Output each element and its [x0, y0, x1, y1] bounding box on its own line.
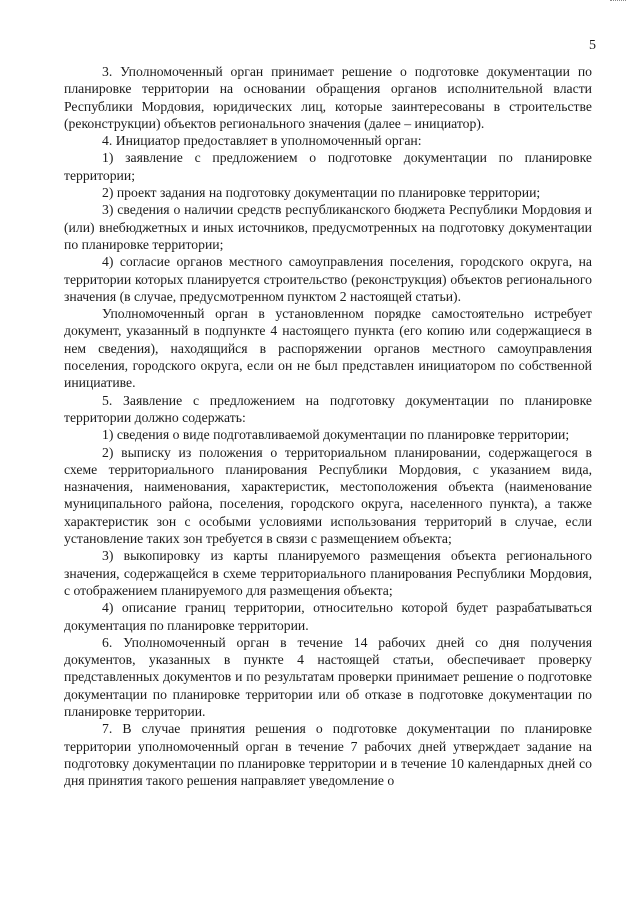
document-body	[64, 63, 592, 789]
paragraph-6: 6. Уполномоченный орган в течение 14 рабочих дней со дня получения документов, указанных в пункте 4 настоящей статьи, обеспечивает проверку представленных документов и по результатам проверки принимает решение о подготовке документации по планировке территории или об отказе в подготовке документации по планировке территории.	[64, 634, 592, 719]
paragraph-5: 5. Заявление с предложением на подготовку документации по планировке территории должно содержать:	[64, 392, 592, 425]
paragraph-4-item-3: 3) сведения о наличии средств республиканского бюджета Республики Мордовия и (или) внебюджетных и иных источников, предусмотренных на подготовку документации по планировке территории;	[64, 202, 592, 252]
page-number: 5	[589, 38, 596, 53]
paragraph-4-item-1: 1) заявление с предложением о подготовке документации по планировке территории;	[64, 150, 592, 183]
paragraph-5-item-1: 1) сведения о виде подготавливаемой документации по планировке территории;	[102, 427, 570, 443]
paragraph-3: 3. Уполномоченный орган принимает решение о подготовке документации по планировке территории на основании обращения органов исполнительной власти Республики Мордовия, юридических лиц, которые заинтересованы в строительстве (реконструкции) объектов регионального значения (далее – инициатор).	[64, 64, 592, 131]
paragraph-4: 4. Инициатор предоставляет в уполномоченный орган:	[102, 133, 422, 149]
paragraph-5-item-3: 3) выкопировку из карты планируемого размещения объекта регионального значения, содержащейся в схеме территориального планирования Республики Мордовия, с отображением планируемого для размещения объекта;	[64, 548, 592, 598]
paragraph-7: 7. В случае принятия решения о подготовке документации по планировке территории уполномоченный орган в течение 7 рабочих дней утверждает задание на подготовку документации по планировке территории и в течение 10 календарных дней со дня принятия такого решения направляет уведомление о	[64, 721, 592, 789]
paragraph-4-item-2: 2) проект задания на подготовку документации по планировке территории;	[102, 185, 541, 201]
paragraph-5-item-4: 4) описание границ территории, относительно которой будет разрабатываться документация по планировке территории.	[64, 600, 592, 633]
scan-corner-mark	[610, 0, 626, 5]
paragraph-5-item-2: 2) выписку из положения о территориальном планировании, содержащегося в схеме территориального планирования Республики Мордовия, с указанием вида, назначения, наименования, характеристик, местоположения объекта (наименование муниципального района, поселения, городского округа, населенного пункта), а также характеристик зон с особыми условиями использования территорий в случае, если установление таких зон требуется в связи с размещением объекта;	[64, 444, 592, 547]
paragraph-4-item-4: 4) согласие органов местного самоуправления поселения, городского округа, на территории которых планируется строительство (реконструкция) объектов регионального значения (в случае, предусмотренном пунктом 2 настоящей статьи).	[64, 254, 592, 304]
paragraph-4-note: Уполномоченный орган в установленном порядке самостоятельно истребует документ, указанный в подпункте 4 настоящего пункта (его копию или содержащиеся в нем сведения), находящийся в распоряжении органов местного самоуправления поселения, городского округа, если он не был представлен инициатором по собственной инициативе.	[64, 306, 592, 391]
